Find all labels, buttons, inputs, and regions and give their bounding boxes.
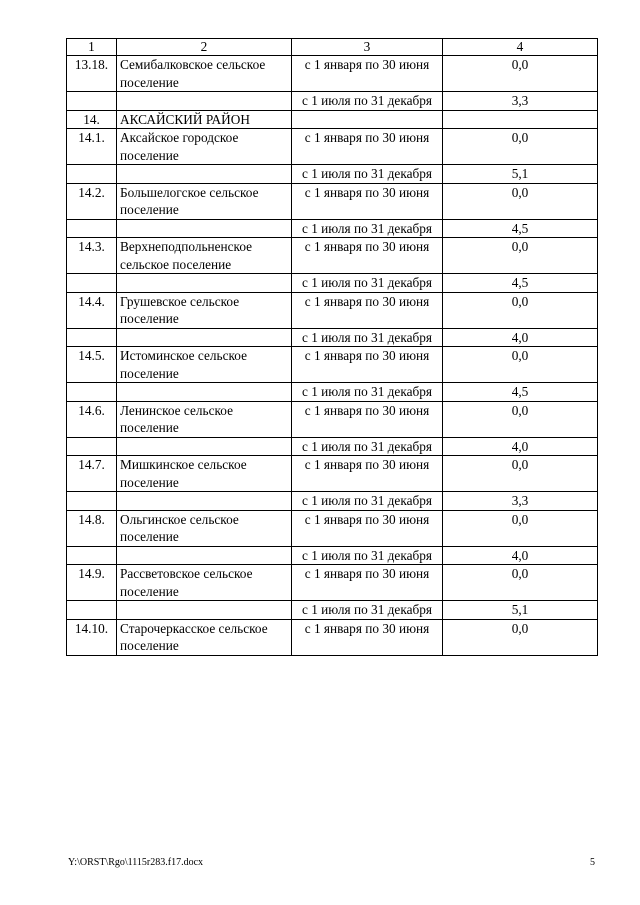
table-header-row: [67, 39, 598, 56]
row-number-cell: 14.10.: [67, 619, 117, 655]
row-period-cell: с 1 января по 30 июня: [292, 510, 443, 546]
table-row: [67, 274, 598, 293]
table-row: [67, 56, 598, 92]
row-name-cell: [117, 601, 292, 620]
row-name-cell: [117, 219, 292, 238]
table-row: [67, 437, 598, 456]
row-number-cell: 14.7.: [67, 456, 117, 492]
row-name-cell: Ольгинское сельское поселение: [117, 510, 292, 546]
row-value-cell: 0,0: [443, 183, 598, 219]
row-name-cell: [117, 328, 292, 347]
row-value-cell: 0,0: [443, 619, 598, 655]
row-number-cell: [67, 383, 117, 402]
row-number-cell: [67, 92, 117, 111]
row-value-cell: 4,5: [443, 274, 598, 293]
row-number-cell: [67, 274, 117, 293]
row-number-cell: 14.4.: [67, 292, 117, 328]
row-value-cell: 4,0: [443, 546, 598, 565]
row-name-cell: Семибалковское сельское поселение: [117, 56, 292, 92]
table-row: [67, 328, 598, 347]
table-row: [67, 292, 598, 328]
row-value-cell: 4,0: [443, 328, 598, 347]
row-period-cell: с 1 июля по 31 декабря: [292, 165, 443, 184]
row-name-cell: [117, 492, 292, 511]
row-number-cell: 14.2.: [67, 183, 117, 219]
row-period-cell: с 1 июля по 31 декабря: [292, 274, 443, 293]
row-name-cell: Мишкинское сельское поселение: [117, 456, 292, 492]
table-row: [67, 183, 598, 219]
table-body: [67, 39, 598, 656]
row-name-cell: Грушевское сельское поселение: [117, 292, 292, 328]
row-number-cell: [67, 328, 117, 347]
row-name-cell: [117, 92, 292, 111]
table-row: [67, 492, 598, 511]
table-row: [67, 546, 598, 565]
footer-file-path: Y:\ORST\Rgo\1115r283.f17.docx: [68, 857, 204, 868]
row-name-cell: [117, 274, 292, 293]
table-row: [67, 565, 598, 601]
row-number-cell: [67, 601, 117, 620]
header-col-4: 4: [443, 39, 598, 56]
table-row: [67, 401, 598, 437]
row-name-cell: Аксайское городское поселение: [117, 129, 292, 165]
row-value-cell: 0,0: [443, 510, 598, 546]
header-col-1: 1: [67, 39, 117, 56]
row-period-cell: с 1 января по 30 июня: [292, 565, 443, 601]
row-period-cell: с 1 января по 30 июня: [292, 129, 443, 165]
row-period-cell: с 1 января по 30 июня: [292, 238, 443, 274]
row-number-cell: 14.3.: [67, 238, 117, 274]
row-value-cell: 5,1: [443, 165, 598, 184]
table-row: [67, 92, 598, 111]
row-name-cell: АКСАЙСКИЙ РАЙОН: [117, 110, 292, 129]
row-value-cell: 0,0: [443, 565, 598, 601]
row-number-cell: [67, 492, 117, 511]
row-number-cell: [67, 165, 117, 184]
row-value-cell: 5,1: [443, 601, 598, 620]
table-row: [67, 129, 598, 165]
row-value-cell: 4,5: [443, 219, 598, 238]
tariff-table: [66, 38, 598, 656]
table-row: [67, 619, 598, 655]
row-value-cell: [443, 110, 598, 129]
row-name-cell: [117, 437, 292, 456]
row-value-cell: 4,5: [443, 383, 598, 402]
row-number-cell: 14.6.: [67, 401, 117, 437]
row-value-cell: 3,3: [443, 92, 598, 111]
row-period-cell: с 1 января по 30 июня: [292, 619, 443, 655]
row-number-cell: 14.9.: [67, 565, 117, 601]
row-name-cell: Рассветовское сельское поселение: [117, 565, 292, 601]
row-period-cell: с 1 июля по 31 декабря: [292, 437, 443, 456]
row-period-cell: с 1 января по 30 июня: [292, 292, 443, 328]
table-row: [67, 219, 598, 238]
row-period-cell: с 1 июля по 31 декабря: [292, 546, 443, 565]
row-name-cell: Верхнеподпольненское сельское поселение: [117, 238, 292, 274]
row-number-cell: 14.5.: [67, 347, 117, 383]
row-number-cell: 14.: [67, 110, 117, 129]
table-row: [67, 510, 598, 546]
row-number-cell: [67, 546, 117, 565]
row-period-cell: с 1 января по 30 июня: [292, 183, 443, 219]
row-value-cell: 0,0: [443, 238, 598, 274]
table-row: [67, 383, 598, 402]
row-name-cell: Истоминское сельское поселение: [117, 347, 292, 383]
row-period-cell: с 1 июля по 31 декабря: [292, 601, 443, 620]
row-period-cell: с 1 января по 30 июня: [292, 401, 443, 437]
row-value-cell: 0,0: [443, 401, 598, 437]
table-row: [67, 165, 598, 184]
row-value-cell: 0,0: [443, 129, 598, 165]
row-name-cell: [117, 383, 292, 402]
table-row: [67, 110, 598, 129]
header-col-3: 3: [292, 39, 443, 56]
header-col-2: 2: [117, 39, 292, 56]
table-row: [67, 601, 598, 620]
row-name-cell: [117, 546, 292, 565]
row-name-cell: Старочеркасское сельское поселение: [117, 619, 292, 655]
row-value-cell: 3,3: [443, 492, 598, 511]
row-period-cell: с 1 июля по 31 декабря: [292, 219, 443, 238]
row-period-cell: с 1 июля по 31 декабря: [292, 92, 443, 111]
row-value-cell: 0,0: [443, 347, 598, 383]
row-period-cell: с 1 января по 30 июня: [292, 56, 443, 92]
row-name-cell: Большелогское сельское поселение: [117, 183, 292, 219]
row-number-cell: [67, 219, 117, 238]
row-number-cell: 14.1.: [67, 129, 117, 165]
row-period-cell: с 1 января по 30 июня: [292, 347, 443, 383]
row-period-cell: с 1 января по 30 июня: [292, 456, 443, 492]
row-period-cell: с 1 июля по 31 декабря: [292, 492, 443, 511]
row-value-cell: 0,0: [443, 456, 598, 492]
footer-page-number: 5: [590, 857, 595, 868]
table-row: [67, 456, 598, 492]
row-period-cell: с 1 июля по 31 декабря: [292, 328, 443, 347]
row-period-cell: с 1 июля по 31 декабря: [292, 383, 443, 402]
row-period-cell: [292, 110, 443, 129]
row-number-cell: [67, 437, 117, 456]
table-row: [67, 347, 598, 383]
row-number-cell: 14.8.: [67, 510, 117, 546]
row-name-cell: Ленинское сельское поселение: [117, 401, 292, 437]
row-number-cell: 13.18.: [67, 56, 117, 92]
row-value-cell: 0,0: [443, 292, 598, 328]
table-row: [67, 238, 598, 274]
row-value-cell: 0,0: [443, 56, 598, 92]
row-value-cell: 4,0: [443, 437, 598, 456]
row-name-cell: [117, 165, 292, 184]
